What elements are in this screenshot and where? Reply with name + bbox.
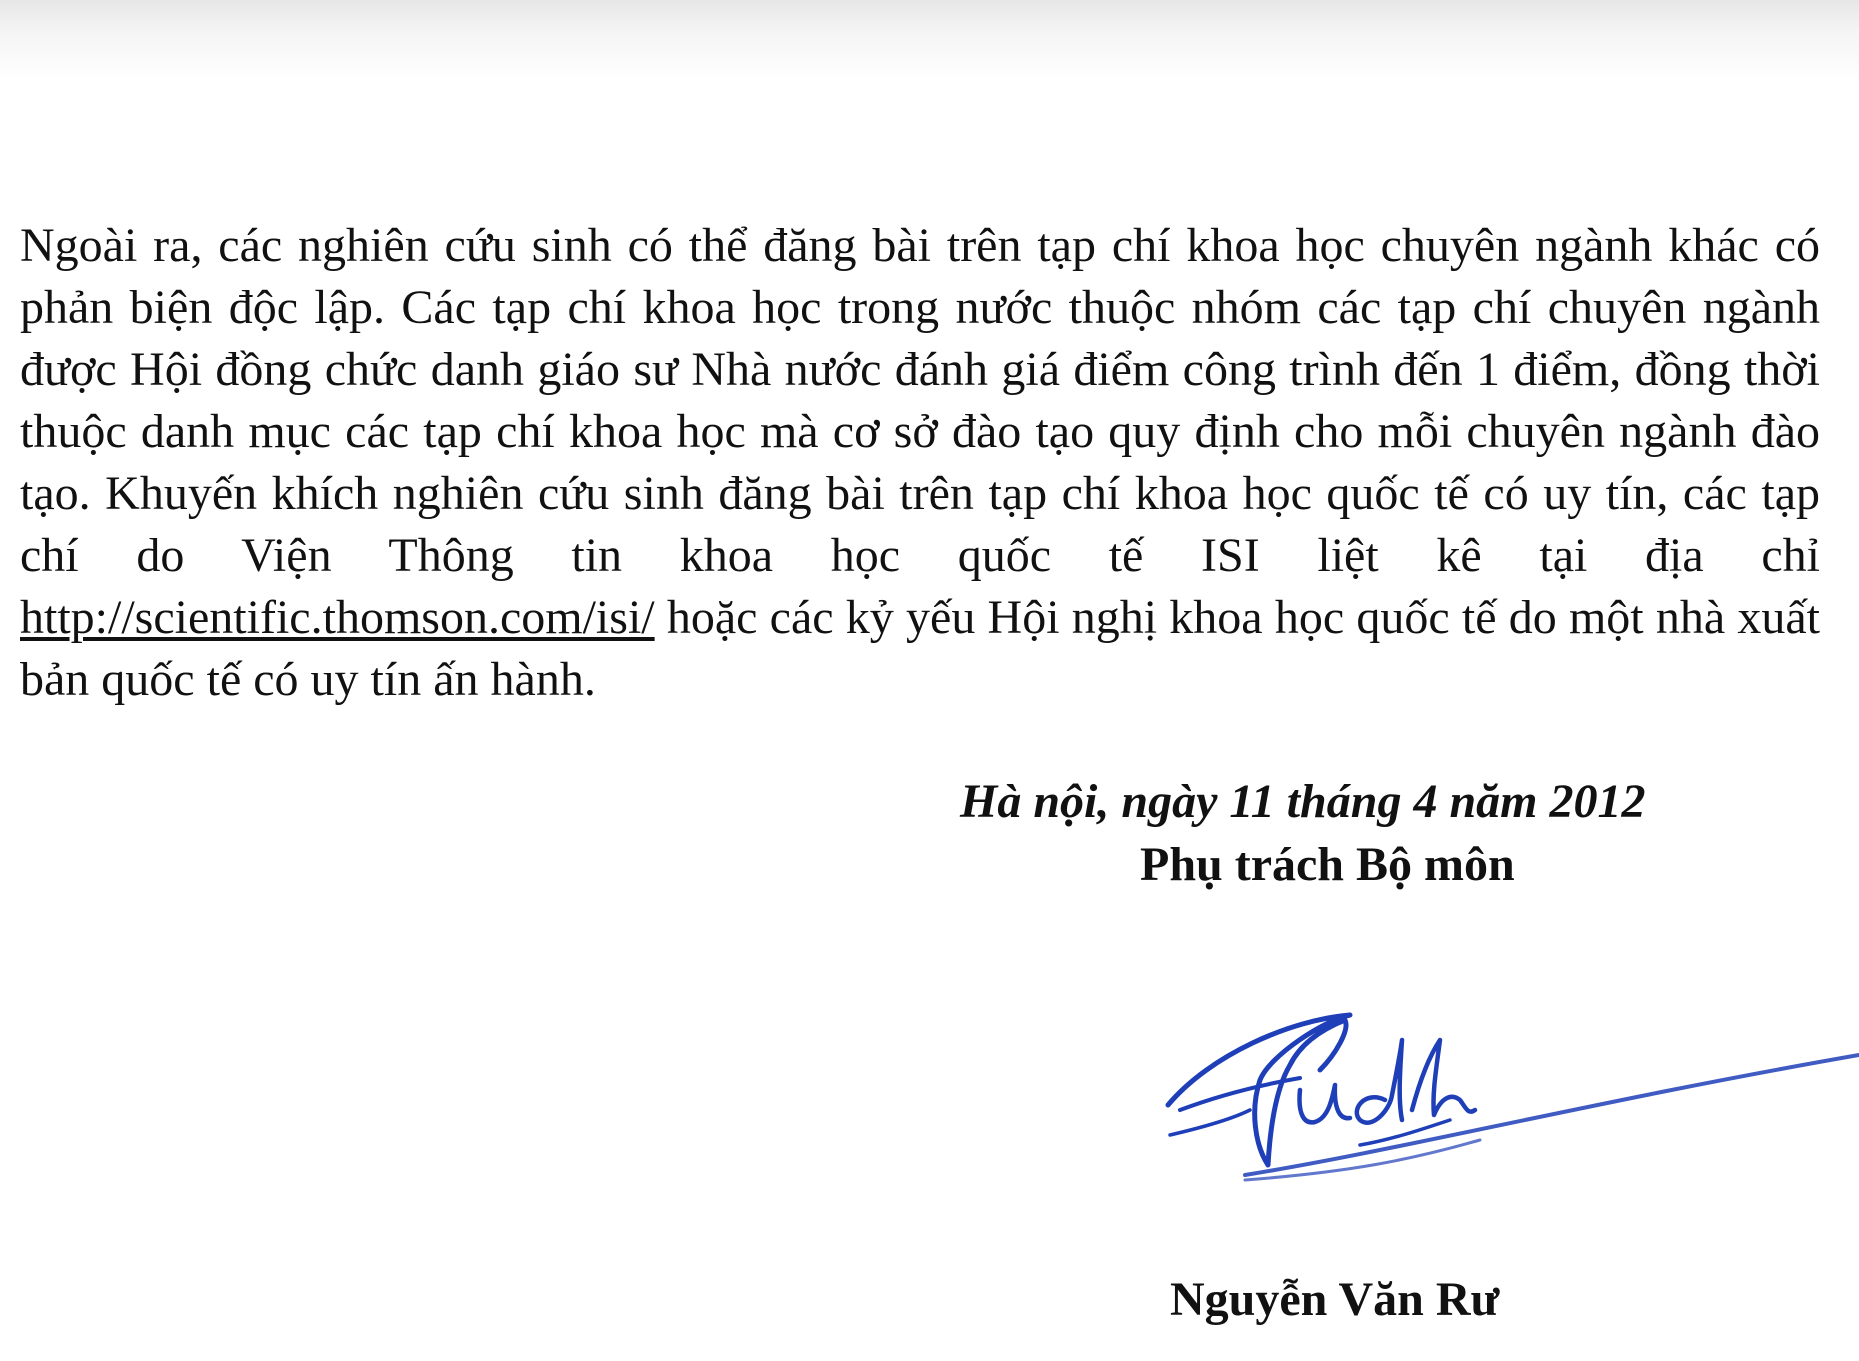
paragraph-text-before-link: Ngoài ra, các nghiên cứu sinh có thể đăng bài trên tạp chí khoa học chuyên ngành khác có phản biện độc lập. Các tạp chí khoa học trong nước thuộc nhóm các tạp chí chuyên ngành được Hội đồng chức danh giáo sư Nhà nước đánh giá điểm công trình đến 1 điểm, đồng thời thuộc danh mục các tạp chí khoa học mà cơ sở đào tạo quy định cho mỗi chuyên ngành đào tạo. Khuyến khích nghiên cứu sinh đăng bài trên tạp chí khoa học quốc tế có uy tín, các tạp chí do Viện Thông tin khoa học quốc tế ISI liệt kê tại địa chỉ: [20, 219, 1820, 582]
signer-name: Nguyễn Văn Rư: [1170, 1273, 1500, 1326]
body-paragraph: [20, 215, 1820, 711]
signer-title: Phụ trách Bộ môn: [1140, 838, 1515, 891]
isi-link[interactable]: http://scientific.thomson.com/isi/: [20, 591, 655, 644]
place-date-line: Hà nội, ngày 11 tháng 4 năm 2012: [960, 775, 1646, 828]
handwritten-signature: [1150, 960, 1859, 1200]
paragraph-text-after-link: hoặc các kỷ yếu Hội nghị khoa học quốc tế do một nhà xuất bản quốc tế có uy tín ấn hành.: [20, 591, 1820, 706]
